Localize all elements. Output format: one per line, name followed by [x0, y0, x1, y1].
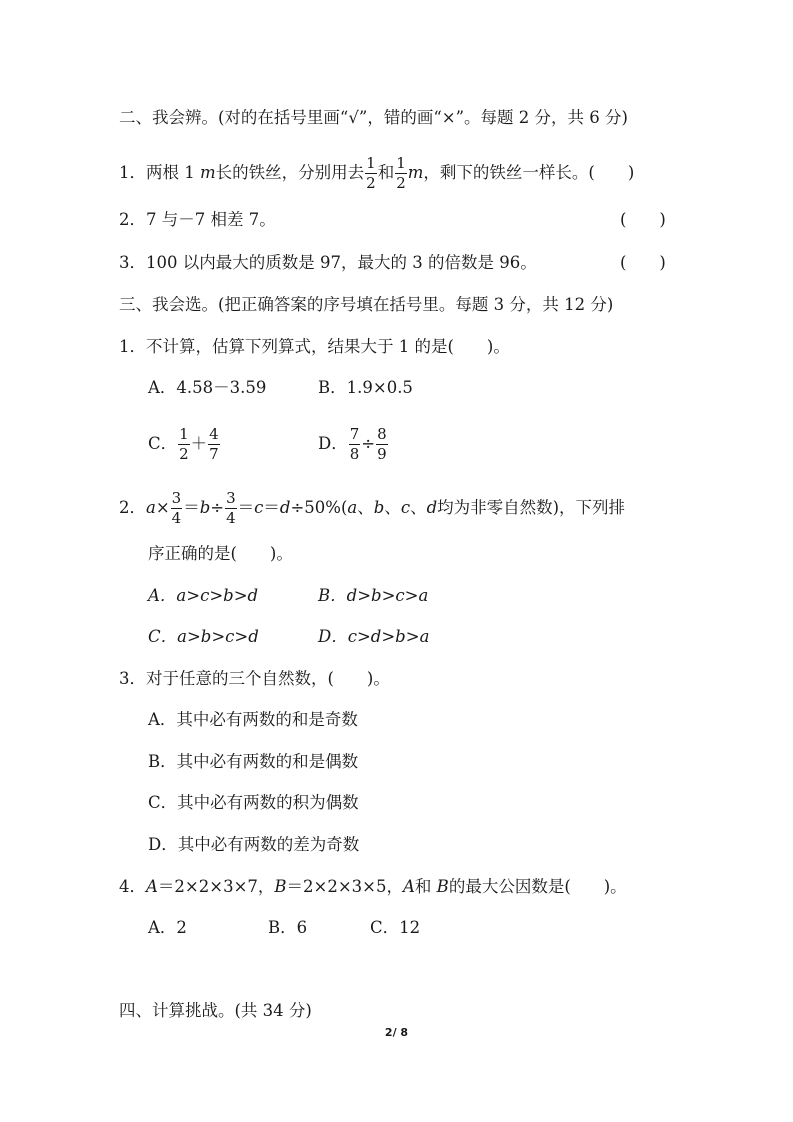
q1-and: 和: [377, 163, 395, 182]
s2-question-1: [119, 155, 634, 192]
s3-question-4: 4．A＝2×2×3×7，B＝2×2×3×5，A和 B的最大公因数是( )。: [119, 877, 627, 896]
s3-question-2-line2: 序正确的是( )。: [148, 544, 293, 563]
s3-q2-option-b: B．d>b>c>a: [318, 586, 429, 605]
s3-q1-option-d: D． $\frac{7}{8}$ ÷ $\frac{8}{9}$: [318, 425, 387, 463]
section4-heading: 四、计算挑战。(共 34 分): [119, 1001, 312, 1020]
q1-prefix: 1．两根 1: [119, 163, 200, 182]
section2-heading: 二、我会辨。(对的在括号里画“√”，错的画“×”。每题 2 分，共 6 分): [119, 108, 628, 127]
s3-question-1: 1．不计算，估算下列算式，结果大于 1 的是( )。: [119, 337, 510, 356]
page-number: 2/ 8: [384, 1026, 409, 1039]
s2-q2-answer-paren[interactable]: ( ): [620, 210, 666, 229]
q1-tail: ，剩下的铁丝一样长。( ): [423, 163, 635, 182]
s2-question-3: 3．100 以内最大的质数是 97，最大的 3 的倍数是 96。: [119, 253, 537, 272]
s3-q1-option-c: C． $\frac{1}{2}$ ＋ $\frac{4}{7}$: [148, 425, 219, 463]
unit-m-2: m: [407, 163, 424, 182]
s3-q1-option-b: B．1.9×0.5: [318, 378, 413, 397]
q1-text: 长的铁丝，分别用去: [215, 163, 365, 182]
s3-q2-option-c: C．a>b>c>d: [148, 627, 259, 646]
fraction-half-2: $\frac{1}{2}$: [396, 154, 406, 192]
section3-heading: 三、我会选。(把正确答案的序号填在括号里。每题 3 分，共 12 分): [119, 295, 614, 314]
s3-question-2: 2．a× $\frac{3}{4}$ ＝b÷ $\frac{3}{4}$ ＝c＝d÷50%(a、b、c、d均为非零自然数)，下列排: [119, 489, 626, 527]
s3-q4-option-c: C．12: [370, 918, 421, 937]
s3-q4-option-a: A．2: [148, 918, 187, 937]
s3-q4-option-b: B．6: [268, 918, 308, 937]
s3-question-3: 3．对于任意的三个自然数，( )。: [119, 669, 390, 688]
s3-q3-option-d: D．其中必有两数的差为奇数: [148, 835, 360, 854]
s3-q2-option-a: A．a>c>b>d: [148, 586, 259, 605]
s3-q1-option-a: A．4.58－3.59: [148, 378, 267, 397]
s3-q3-option-b: B．其中必有两数的和是偶数: [148, 752, 359, 771]
s3-q3-option-c: C．其中必有两数的积为偶数: [148, 793, 359, 812]
fraction-half: $\frac{1}{2}$: [366, 154, 376, 192]
s3-q2-option-d: D．c>d>b>a: [318, 627, 430, 646]
s2-question-2: 2．7 与－7 相差 7。: [119, 210, 276, 229]
s2-q3-answer-paren[interactable]: ( ): [620, 253, 666, 272]
unit-m: m: [200, 163, 216, 182]
s3-q3-option-a: A．其中必有两数的和是奇数: [148, 710, 358, 729]
